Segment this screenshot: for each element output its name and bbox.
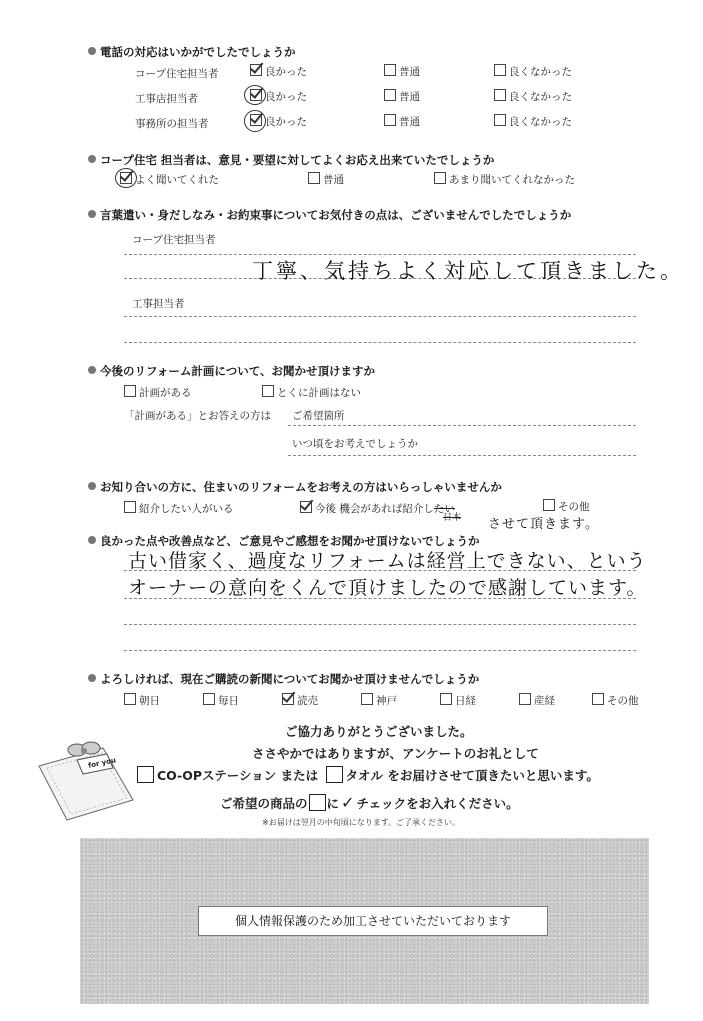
q1-row1-label: コープ住宅担当者 — [135, 68, 219, 80]
checkbox-icon[interactable] — [384, 89, 396, 101]
q1-row2-good[interactable]: 良かった — [250, 89, 307, 104]
bullet-icon — [88, 366, 96, 374]
answer-line — [124, 570, 636, 571]
q1-question: 電話の対応はいかがでしたでしょうか — [88, 44, 296, 60]
q2-option-good[interactable]: よく聞いてくれた — [120, 172, 219, 187]
q4-question: 今後のリフォーム計画について、お聞かせ頂けますか — [88, 363, 375, 379]
gift-tag-label: for you — [87, 756, 117, 770]
q7-option-sankei[interactable]: 産経 — [519, 693, 555, 708]
q7-option-nikkei[interactable]: 日経 — [440, 693, 476, 708]
q2-question: コープ住宅 担当者は、意見・要望に対してよくお応え出来ていたでしょうか — [88, 152, 494, 168]
checkbox-icon[interactable] — [592, 693, 604, 705]
q3-handwritten-answer: 丁寧、気持ちよく対応して頂きました。 — [252, 259, 684, 283]
q1-row2-normal[interactable]: 普通 — [384, 89, 420, 104]
bullet-icon — [88, 536, 96, 544]
towel-checkbox[interactable] — [326, 766, 343, 783]
q7-option-asahi[interactable]: 朝日 — [124, 693, 160, 708]
checkbox-icon[interactable] — [308, 172, 320, 184]
q1-row2-bad[interactable]: 良くなかった — [494, 89, 572, 104]
check-mark-icon: ✓ — [341, 793, 355, 812]
q4-option-plan[interactable]: 計画がある — [124, 385, 192, 400]
checkbox-icon[interactable] — [494, 114, 506, 126]
checkbox-icon[interactable] — [384, 114, 396, 126]
q1-row3-bad[interactable]: 良くなかった — [494, 114, 572, 129]
answer-line — [288, 425, 636, 426]
checkbox-icon[interactable] — [300, 501, 312, 513]
q7-option-other[interactable]: その他 — [592, 693, 639, 708]
answer-line — [124, 342, 636, 343]
thanks-line1: ご協力ありがとうございました。 — [285, 724, 473, 739]
thanks-line3: CO-OPステーション または タオル をお届けさせて頂きたいと思います。 — [134, 766, 599, 784]
delivery-note: ※お届けは翌月の中旬頃になります。ご了承ください。 — [262, 818, 461, 827]
handwritten-circle — [115, 168, 137, 188]
q1-row1-bad[interactable]: 良くなかった — [494, 64, 572, 79]
checkbox-icon[interactable] — [250, 64, 262, 76]
checkbox-icon[interactable] — [124, 385, 136, 397]
q3-question: 言葉遣い・身だしなみ・お約束事についてお気付きの点は、ございませんでしたでしょうか — [88, 207, 571, 223]
answer-line — [124, 650, 636, 651]
q4-sub-label: 「計画がある」とお答えの方は — [124, 410, 271, 422]
answer-line — [124, 598, 636, 599]
q2-option-normal[interactable]: 普通 — [308, 172, 344, 187]
answer-line — [288, 455, 636, 456]
coop-station-checkbox[interactable] — [137, 766, 154, 783]
q4-time-label: いつ頃をお考えでしょうか — [292, 438, 418, 450]
bullet-icon — [88, 47, 96, 55]
q5-option-future[interactable]: 今後 機会があれば紹介したい — [300, 501, 455, 516]
q4-option-noplan[interactable]: とくに計画はない — [262, 385, 361, 400]
checkbox-icon[interactable] — [434, 172, 446, 184]
handwritten-circle — [244, 85, 266, 105]
example-checkbox — [309, 794, 326, 811]
checkbox-icon[interactable] — [494, 89, 506, 101]
privacy-notice: 個人情報保護のため加工させていただいております — [198, 906, 548, 936]
answer-line — [124, 624, 636, 625]
q1-row3-label: 事務所の担当者 — [135, 118, 209, 130]
q5-option-other[interactable]: その他 — [543, 499, 590, 514]
checkbox-icon[interactable] — [494, 64, 506, 76]
checkbox-icon[interactable] — [543, 499, 555, 511]
bullet-icon — [88, 482, 96, 490]
bullet-icon — [88, 674, 96, 682]
checkbox-icon[interactable] — [124, 501, 136, 513]
q1-row1-good[interactable]: 良かった — [250, 64, 307, 79]
bullet-icon — [88, 210, 96, 218]
checkbox-icon[interactable] — [203, 693, 215, 705]
q5-question: お知り合いの方に、住まいのリフォームをお考えの方はいらっしゃいませんか — [88, 479, 502, 495]
checkbox-icon[interactable] — [124, 693, 136, 705]
q6-handwritten-line1: 古い借家く、過度なリフォームは経営上できない、という — [128, 550, 647, 572]
q7-option-yomiuri[interactable]: 読売 — [282, 693, 318, 708]
q4-place-label: ご希望箇所 — [292, 410, 345, 422]
q5-option-introduce[interactable]: 紹介したい人がいる — [124, 501, 234, 516]
q1-row3-good[interactable]: 良かった — [250, 114, 307, 129]
bullet-icon — [88, 155, 96, 163]
q1-row2-label: 工事店担当者 — [135, 93, 198, 105]
checkbox-icon[interactable] — [384, 64, 396, 76]
privacy-masked-area — [80, 838, 649, 1004]
answer-line — [124, 316, 636, 317]
q5-struck-note: 日本 — [443, 513, 462, 523]
thanks-line4: ご希望の商品の に ✓ チェックをお入れください。 — [220, 793, 519, 812]
gift-card-icon — [33, 738, 143, 828]
handwritten-circle — [244, 110, 266, 132]
q7-option-kobe[interactable]: 神戸 — [361, 693, 397, 708]
checkbox-icon[interactable] — [361, 693, 373, 705]
checkbox-icon[interactable] — [282, 693, 294, 705]
q6-handwritten-line2: オーナーの意向をくんで頂けましたので感謝しています。 — [128, 577, 647, 599]
checkbox-icon[interactable] — [519, 693, 531, 705]
thanks-line2: ささやかではありますが、アンケートのお礼として — [252, 746, 539, 761]
checkbox-icon[interactable] — [262, 385, 274, 397]
q6-question: 良かった点や改善点など、ご意見やご感想をお聞かせ頂けないでしょうか — [88, 533, 480, 549]
q3-koji-label: 工事担当者 — [132, 298, 185, 310]
q5-handwritten-note: させて頂きます。 — [488, 517, 599, 532]
q3-coop-label: コープ住宅担当者 — [132, 234, 216, 246]
q1-row3-normal[interactable]: 普通 — [384, 114, 420, 129]
q7-option-mainichi[interactable]: 毎日 — [203, 693, 239, 708]
q2-option-bad[interactable]: あまり聞いてくれなかった — [434, 172, 575, 187]
checkbox-icon[interactable] — [440, 693, 452, 705]
q7-question: よろしければ、現在ご購読の新聞についてお聞かせ頂けませんでしょうか — [88, 671, 479, 687]
q5-struck-text: たい — [433, 503, 455, 515]
q1-row1-normal[interactable]: 普通 — [384, 64, 420, 79]
